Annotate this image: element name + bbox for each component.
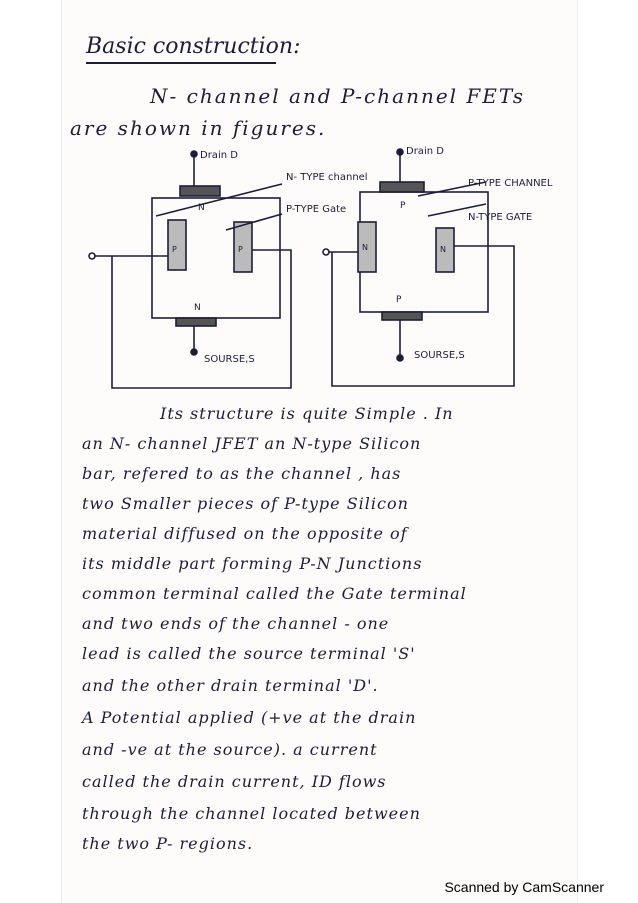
top-region-label: P (400, 201, 406, 211)
gate-annotation: N-TYPE GATE (468, 212, 533, 223)
intro-line-2: are shown in figures. (70, 116, 327, 140)
body-line: the two P- regions. (82, 834, 254, 853)
scanner-watermark: Scanned by CamScanner (444, 879, 604, 895)
right-gate-label: N (440, 245, 446, 254)
body-line: an N- channel JFET an N-type Silicon (82, 434, 422, 453)
body-line: and -ve at the source). a current (82, 740, 378, 759)
body-line: Its structure is quite Simple . In (160, 404, 454, 423)
source-label: SOURSE,S (204, 354, 255, 365)
source-label: SOURSE,S (414, 350, 465, 361)
body-line: and the other drain terminal 'D'. (82, 676, 379, 695)
bottom-region-label: N (194, 303, 201, 313)
top-region-label: N (198, 203, 205, 213)
body-line: through the channel located between (82, 804, 421, 823)
channel-annotation: P-TYPE CHANNEL (468, 178, 553, 189)
body-line: its middle part forming P-N Junctions (82, 554, 423, 573)
right-gate-label: P (238, 245, 243, 254)
body-line: bar, refered to as the channel , has (82, 464, 402, 483)
bottom-region-label: P (396, 295, 402, 305)
page-heading: Basic construction: (86, 34, 301, 59)
intro-line-1: N- channel and P-channel FETs (150, 84, 526, 108)
body-line: lead is called the source terminal 'S' (82, 644, 416, 663)
body-line: two Smaller pieces of P-type Silicon (82, 494, 409, 513)
n-channel-fet-diagram (86, 140, 368, 395)
heading-underline (86, 62, 276, 64)
channel-annotation: N- TYPE channel (286, 172, 368, 183)
drain-label: Drain D (200, 150, 238, 161)
body-line: A Potential applied (+ve at the drain (82, 708, 417, 727)
left-gate-label: N (362, 243, 368, 252)
gate-annotation: P-TYPE Gate (286, 204, 347, 215)
body-line: material diffused on the opposite of (82, 524, 408, 543)
body-line: called the drain current, ID flows (82, 772, 387, 791)
p-channel-fet-diagram (318, 136, 570, 391)
body-line: common terminal called the Gate terminal (82, 584, 467, 603)
drain-label: Drain D (406, 146, 444, 157)
left-gate-label: P (172, 245, 177, 254)
body-line: and two ends of the channel - one (82, 614, 390, 633)
